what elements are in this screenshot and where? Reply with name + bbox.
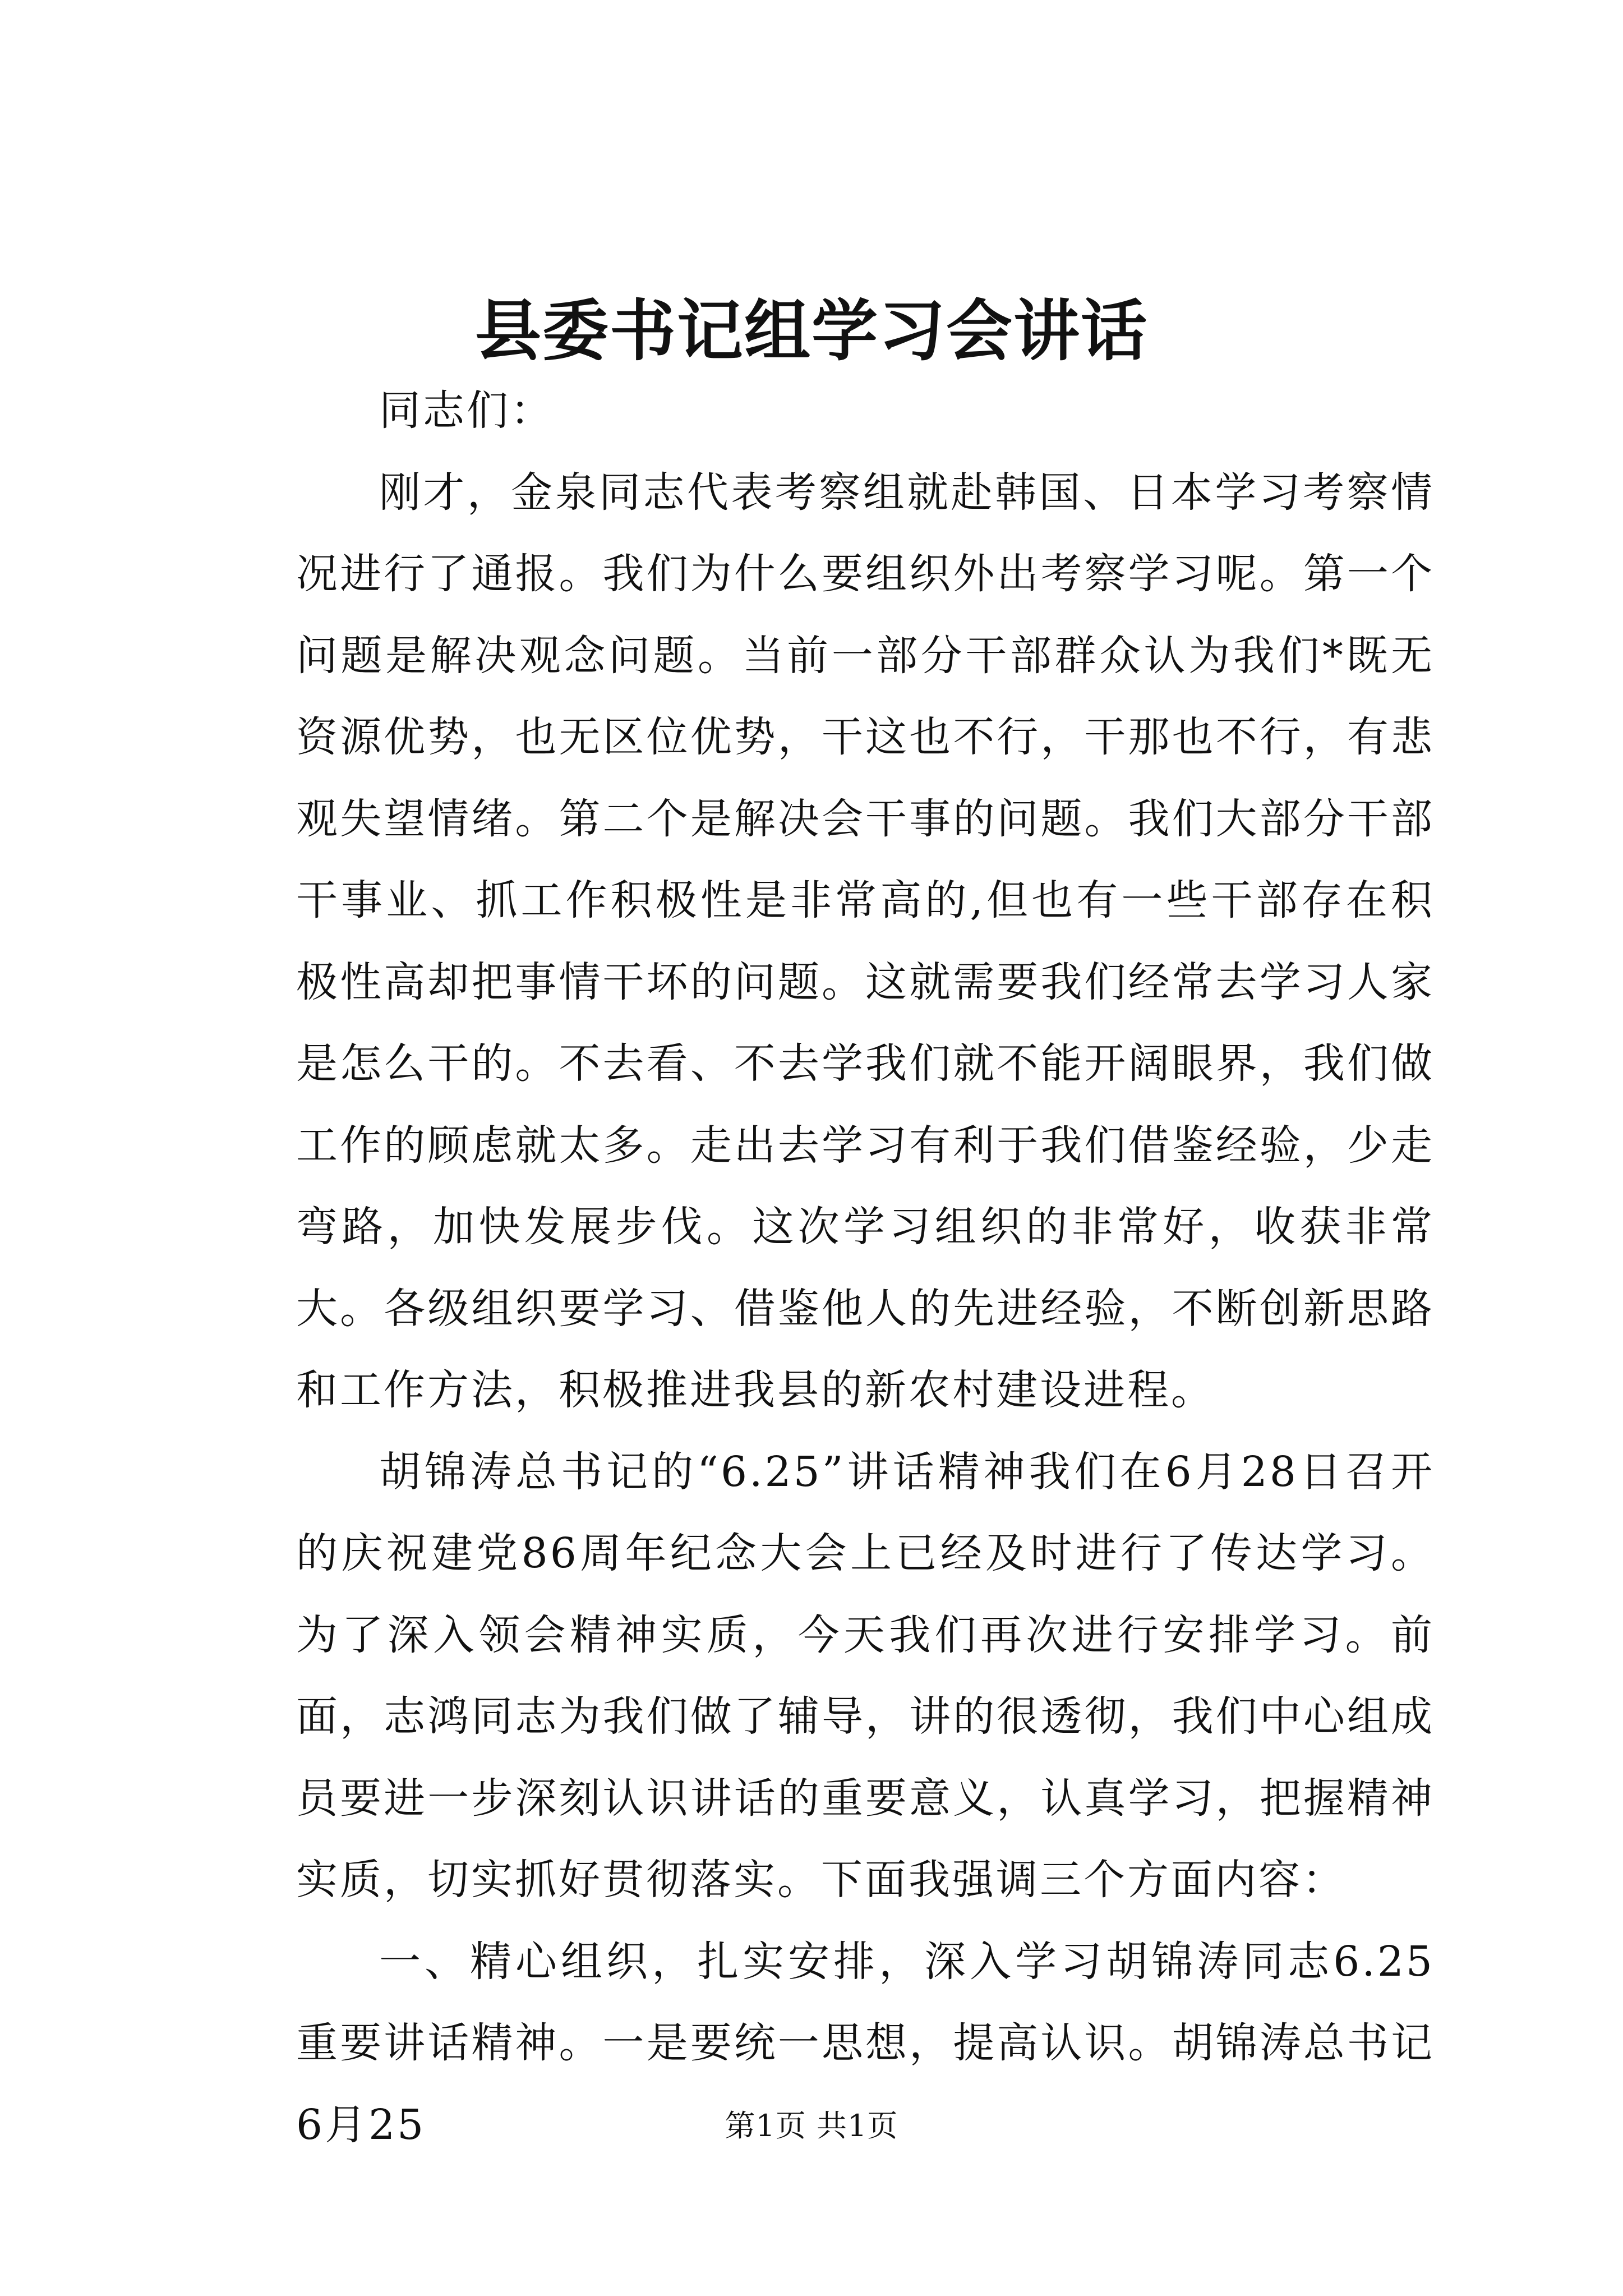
salutation: 同志们：	[379, 386, 554, 435]
paragraph-3: 一、精心组织，扎实安排，深入学习胡锦涛同志6.25重要讲话精神。一是要统一思想，提高认识。胡锦涛总书记6月25	[296, 1937, 1435, 2149]
document-title: 县委书记组学习会讲话	[474, 292, 1148, 370]
paragraph-2: 胡锦涛总书记的“6.25”讲话精神我们在6月28日召开的庆祝建党86周年纪念大会上已经及时进行了传达学习。为了深入领会精神实质，今天我们再次进行安排学习。前面，志鸿同志为我们做了辅导，讲的很透彻，我们中心组成员要进一步深刻认识讲话的重要意义，认真学习，把握精神实质，切实抓好贯彻落实。下面我强调三个方面内容：	[296, 1447, 1435, 1904]
document-body	[296, 370, 1435, 2166]
paragraph-1: 刚才，金泉同志代表考察组就赴韩国、日本学习考察情况进行了通报。我们为什么要组织外出考察学习呢。第一个问题是解决观念问题。当前一部分干部群众认为我们*既无资源优势，也无区位优势，干这也不行，干那也不行，有悲观失望情绪。第二个是解决会干事的问题。我们大部分干部干事业、抓工作积极性是非常高的,但也有一些干部存在积极性高却把事情干坏的问题。这就需要我们经常去学习人家是怎么干的。不去看、不去学我们就不能开阔眼界，我们做工作的顾虑就太多。走出去学习有利于我们借鉴经验，少走弯路，加快发展步伐。这次学习组织的非常好，收获非常大。各级组织要学习、借鉴他人的先进经验，不断创新思路和工作方法，积极推进我县的新农村建设进程。	[296, 468, 1435, 1414]
page-footer: 第1页 共1页	[725, 2108, 898, 2143]
